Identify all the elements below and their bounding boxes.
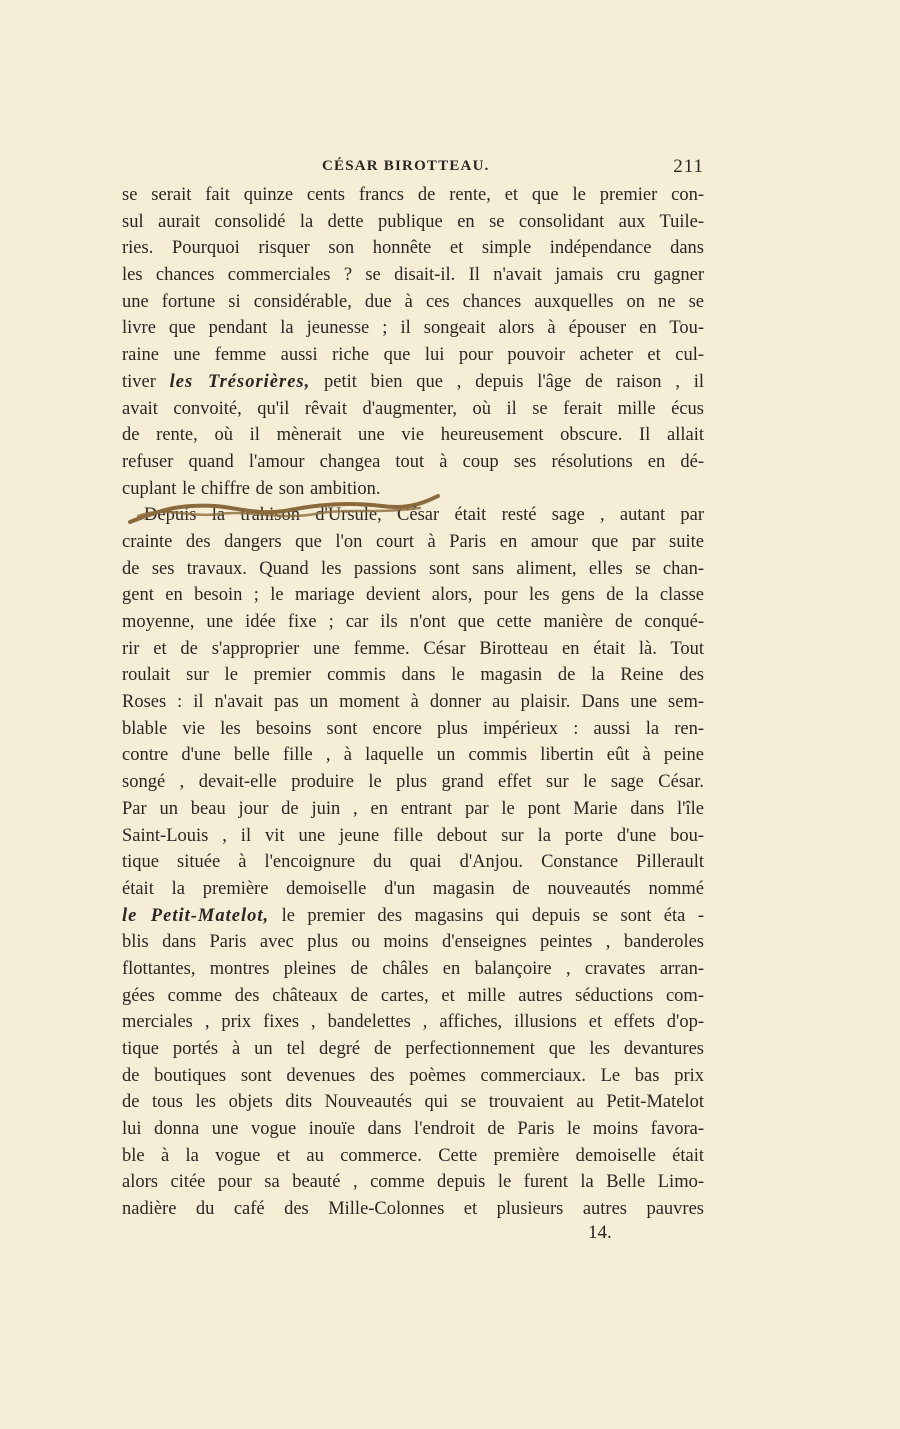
text-line: alors citée pour sa beauté , comme depuis le furent la Belle Limo-	[122, 1172, 704, 1193]
text-segment: le premier des magasins qui depuis se sont éta -	[269, 905, 704, 926]
page-number: 211	[673, 156, 704, 177]
text-line: de ses travaux. Quand les passions sont sans aliment, elles se chan-	[122, 558, 704, 579]
text-segment: tiver	[122, 371, 170, 392]
text-line: blable vie les besoins sont encore plus impérieux : aussi la ren-	[122, 718, 704, 739]
text-line: gent en besoin ; le mariage devient alors, pour les gens de la classe	[122, 585, 704, 606]
text-line: livre que pendant la jeunesse ; il songeait alors à épouser en Tou-	[122, 318, 704, 339]
text-line: raine une femme aussi riche que lui pour pouvoir acheter et cul-	[122, 345, 704, 366]
italic-title: le Petit-Matelot,	[122, 905, 270, 926]
text-line: sul aurait consolidé la dette publique en se consolidant aux Tuile-	[122, 211, 704, 232]
text-segment: petit bien que , depuis l'âge de raison , il	[310, 371, 704, 392]
text-line: de tous les objets dits Nouveautés qui se trouvaient au Petit-Matelot	[122, 1092, 704, 1113]
text-line: merciales , prix fixes , bandelettes , affiches, illusions et effets d'op-	[122, 1012, 704, 1033]
handwritten-scribble-annotation	[120, 480, 460, 530]
text-line: moyenne, une idée fixe ; car ils n'ont que cette manière de conqué-	[122, 612, 704, 632]
text-line: Par un beau jour de juin , en entrant par le pont Marie dans l'île	[122, 798, 704, 819]
text-line: était la première demoiselle d'un magasin de nouveautés nommé	[122, 878, 704, 899]
text-line: les chances commerciales ? se disait-il. Il n'avait jamais cru gagner	[122, 265, 704, 286]
italic-title: les Trésorières,	[169, 371, 311, 392]
scribble-stroke	[130, 496, 438, 522]
text-line	[122, 369, 704, 396]
text-line: gées comme des châteaux de cartes, et mille autres séductions com-	[122, 985, 704, 1006]
signature-mark: 14.	[588, 1222, 612, 1243]
text-line: de boutiques sont devenues des poèmes commerciaux. Le bas prix	[122, 1065, 704, 1086]
running-title: CÉSAR BIROTTEAU.	[322, 158, 490, 174]
text-line: flottantes, montres pleines de châles en balançoire , cravates arran-	[122, 958, 704, 979]
text-line: ble à la vogue et au commerce. Cette première demoiselle était	[122, 1145, 704, 1166]
text-line: rir et de s'approprier une femme. César Birotteau en était là. Tout	[122, 638, 704, 659]
text-line: nadière du café des Mille-Colonnes et plusieurs autres pauvres	[122, 1199, 704, 1220]
text-line: Roses : il n'avait pas un moment à donner au plaisir. Dans une sem-	[122, 692, 704, 713]
text-line: avait convoité, qu'il rêvait d'augmenter, où il se ferait mille écus	[122, 398, 704, 419]
text-line: roulait sur le premier commis dans le magasin de la Reine des	[122, 665, 704, 686]
text-line: contre d'une belle fille , à laquelle un commis libertin eût à peine	[122, 745, 704, 766]
text-line: ries. Pourquoi risquer son honnête et simple indépendance dans	[122, 238, 704, 259]
text-line: se serait fait quinze cents francs de rente, et que le premier con-	[122, 185, 704, 205]
text-line: Saint-Louis , il vit une jeune fille debout sur la porte d'une bou-	[122, 825, 704, 846]
text-line: tique portés à un tel degré de perfectionnement que les devantures	[122, 1039, 704, 1059]
page-header	[122, 158, 704, 182]
text-line: Depuis la trahison d'Ursule, César était resté sage , autant par	[144, 505, 704, 526]
text-line: cuplant le chiffre de son ambition.	[122, 478, 381, 499]
body-text	[122, 182, 704, 1223]
text-line: songé , devait-elle produire le plus grand effet sur le sage César.	[122, 772, 704, 793]
text-line: une fortune si considérable, due à ces chances auxquelles on ne se	[122, 291, 704, 312]
text-line: tique située à l'encoignure du quai d'Anjou. Constance Pillerault	[122, 852, 704, 873]
text-line	[122, 903, 704, 930]
text-line: blis dans Paris avec plus ou moins d'enseignes peintes , banderoles	[122, 932, 704, 953]
text-line: de rente, où il mènerait une vie heureusement obscure. Il allait	[122, 425, 704, 446]
text-line: crainte des dangers que l'on court à Paris en amour que par suite	[122, 531, 704, 552]
text-line: lui donna une vogue inouïe dans l'endroit de Paris le moins favora-	[122, 1119, 704, 1140]
text-line: refuser quand l'amour changea tout à coup ses résolutions en dé-	[122, 451, 704, 472]
